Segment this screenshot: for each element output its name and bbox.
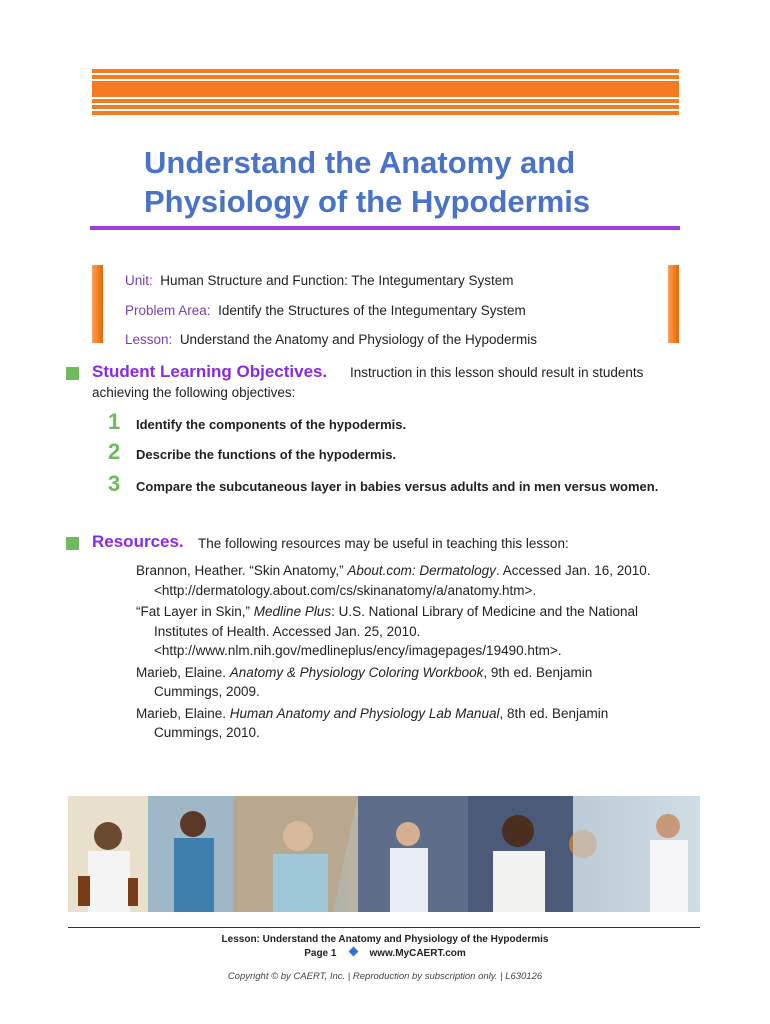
- objectives-intro-line-1: Instruction in this lesson should result in students: [350, 365, 644, 380]
- reference-item: “Fat Layer in Skin,” Medline Plus: U.S. National Library of Medicine and the National Institutes of Health. Accessed Jan. 25, 2010. <http://www.nlm.nih.gov/medlineplus/ency/imagepages/19490.htm>.: [136, 604, 639, 658]
- lesson-row: [125, 325, 537, 355]
- left-orange-bracket: [92, 265, 103, 343]
- resources-heading: Resources.: [92, 532, 184, 551]
- unit-value: Human Structure and Function: The Integumentary System: [160, 273, 514, 288]
- objectives-intro-line-2: achieving the following objectives:: [92, 385, 296, 400]
- diamond-icon: [349, 947, 359, 957]
- problem-area-label: Problem Area:: [125, 302, 211, 318]
- unit-row: [125, 266, 537, 296]
- reference-item: Brannon, Heather. “Skin Anatomy,” About.com: Dermatology. Accessed Jan. 16, 2010. <http://dermatology.about.com/cs/skinanatomy/a/anatomy.htm>.: [136, 563, 651, 598]
- objective-text: Describe the functions of the hypodermis.: [136, 447, 397, 462]
- title-line-1: Understand the Anatomy and: [144, 145, 576, 180]
- resources-bullet-square: [66, 537, 79, 550]
- page-title: [144, 143, 684, 221]
- reference-list: [136, 561, 656, 745]
- lesson-label: Lesson:: [125, 332, 173, 347]
- footer-lesson-line: Lesson: Understand the Anatomy and Physiology of the Hypodermis: [221, 934, 549, 945]
- reference-item: Marieb, Elaine. Anatomy & Physiology Coloring Workbook, 9th ed. Benjamin Cummings, 2009.: [136, 664, 593, 699]
- lesson-meta-block: [125, 266, 537, 355]
- problem-area-row: [125, 296, 537, 326]
- objective-text: Compare the subcutaneous layer in babies versus adults and in men versus women.: [136, 479, 659, 494]
- objective-text: Identify the components of the hypodermis.: [136, 417, 407, 432]
- reference-item: Marieb, Elaine. Human Anatomy and Physiology Lab Manual, 8th ed. Benjamin Cummings, 2010.: [136, 705, 609, 740]
- resources-intro: The following resources may be useful in teaching this lesson:: [198, 536, 569, 551]
- medical-photo-collage: [68, 796, 700, 912]
- site-url: www.MyCAERT.com: [369, 948, 466, 959]
- footer-page-line: [0, 948, 770, 959]
- problem-area-value: Identify the Structures of the Integumentary System: [218, 302, 526, 318]
- objectives-bullet-square: [66, 367, 79, 380]
- objective-number: 3: [108, 471, 121, 496]
- unit-label: Unit:: [125, 273, 153, 288]
- objective-number: 2: [108, 439, 121, 464]
- objectives-heading: Student Learning Objectives.: [92, 362, 328, 381]
- title-line-2: Physiology of the Hypodermis: [144, 184, 591, 219]
- page-number: Page 1: [304, 948, 337, 959]
- right-orange-bracket: [668, 265, 679, 343]
- title-underline: [90, 226, 680, 230]
- objective-number: 1: [108, 409, 121, 434]
- lesson-value: Understand the Anatomy and Physiology of the Hypodermis: [179, 332, 538, 347]
- header-stripe-banner: [92, 69, 679, 119]
- copyright-notice: Copyright © by CAERT, Inc. | Reproduction by subscription only. | L630126: [227, 971, 543, 982]
- footer-rule: [68, 927, 700, 928]
